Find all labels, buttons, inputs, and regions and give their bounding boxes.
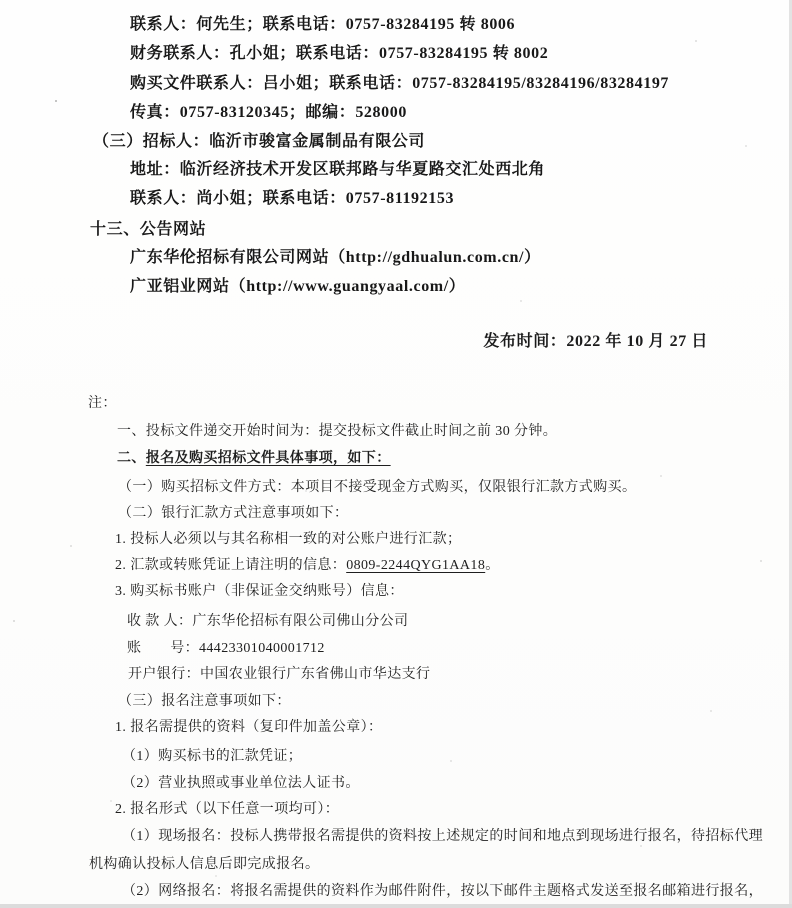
bank-note-1: 1. 投标人必须以与其名称相一致的对公账户进行汇款； bbox=[115, 532, 462, 547]
registration-forms-heading: 2. 报名形式（以下任意一项均可）： bbox=[115, 802, 340, 817]
payee-line: 收 款 人：广东华伦招标有限公司佛山分公司 bbox=[127, 614, 409, 629]
registration-doc-2: （2）营业执照或事业单位法人证书。 bbox=[122, 776, 360, 791]
scan-edge-bottom bbox=[0, 904, 792, 908]
section13-heading: 十三、公告网站 bbox=[90, 221, 207, 238]
agency-docs-contact-line: 购买文件联系人：吕小姐；联系电话：0757-83284195/83284196/83284197 bbox=[130, 75, 670, 92]
onsite-registration-line-2: 机构确认投标人信息后即完成报名。 bbox=[89, 857, 320, 872]
registration-docs-heading: 1. 报名需提供的资料（复印件加盖公章）： bbox=[115, 720, 383, 735]
scan-noise-speckles bbox=[55, 100, 57, 102]
agency-contact-line: 联系人：何先生；联系电话：0757-83284195 转 8006 bbox=[130, 16, 516, 33]
tenderer-heading: （三）招标人：临沂市骏富金属制品有限公司 bbox=[93, 133, 426, 150]
bank-note-3: 3. 购买标书账户（非保证金交纳账号）信息： bbox=[115, 584, 404, 599]
tenderer-address-line: 地址：临沂经济技术开发区联邦路与华夏路交汇处西北角 bbox=[130, 161, 546, 178]
bank-note-2-suffix: 。 bbox=[485, 558, 500, 573]
announcement-website-line-1: 广东华伦招标有限公司网站（http://gdhualun.com.cn/） bbox=[130, 249, 541, 266]
publish-date-line: 发布时间：2022 年 10 月 27 日 bbox=[483, 333, 708, 350]
registration-notes-heading: （三）报名注意事项如下： bbox=[118, 694, 291, 709]
note-item-2-underlined-text: 报名及购买招标文件具体事项，如下： bbox=[145, 451, 391, 466]
onsite-registration-line-1: （1）现场报名：投标人携带报名需提供的资料按上述规定的时间和地点到现场进行报名，待招标代理 bbox=[122, 829, 763, 844]
account-number-line: 账 号：44423301040001712 bbox=[127, 641, 325, 656]
purchase-method-line: （一）购买招标文件方式：本项目不接受现金方式购买，仅限银行汇款方式购买。 bbox=[118, 480, 637, 495]
bank-note-2 bbox=[115, 557, 500, 575]
bank-note-2-text: 2. 汇款或转账凭证上请注明的信息： bbox=[115, 558, 347, 573]
tenderer-contact-line: 联系人：尚小姐；联系电话：0757-81192153 bbox=[130, 190, 455, 207]
online-registration-line: （2）网络报名：将报名需提供的资料作为邮件附件，按以下邮件主题格式发送至报名邮箱进行报名， bbox=[122, 884, 763, 899]
note-item-1: 一、投标文件递交开始时间为：提交投标文件截止时间之前 30 分钟。 bbox=[117, 424, 558, 439]
agency-finance-contact-line: 财务联系人：孔小姐；联系电话：0757-83284195 转 8002 bbox=[130, 45, 549, 62]
bank-transfer-notes-heading: （二）银行汇款方式注意事项如下： bbox=[118, 506, 349, 521]
agency-fax-zip-line: 传真：0757-83120345；邮编：528000 bbox=[130, 104, 407, 121]
notes-label: 注： bbox=[88, 396, 117, 411]
announcement-website-line-2: 广亚铝业网站（http://www.guangyaal.com/） bbox=[130, 278, 466, 295]
note-item-2-heading bbox=[117, 450, 391, 468]
remittance-code: 0809-2244QYG1AA18 bbox=[346, 558, 486, 573]
note-item-2-prefix: 二、 bbox=[117, 451, 146, 466]
registration-doc-1: （1）购买标书的汇款凭证； bbox=[122, 749, 303, 764]
deposit-bank-line: 开户银行：中国农业银行广东省佛山市华达支行 bbox=[128, 667, 431, 682]
